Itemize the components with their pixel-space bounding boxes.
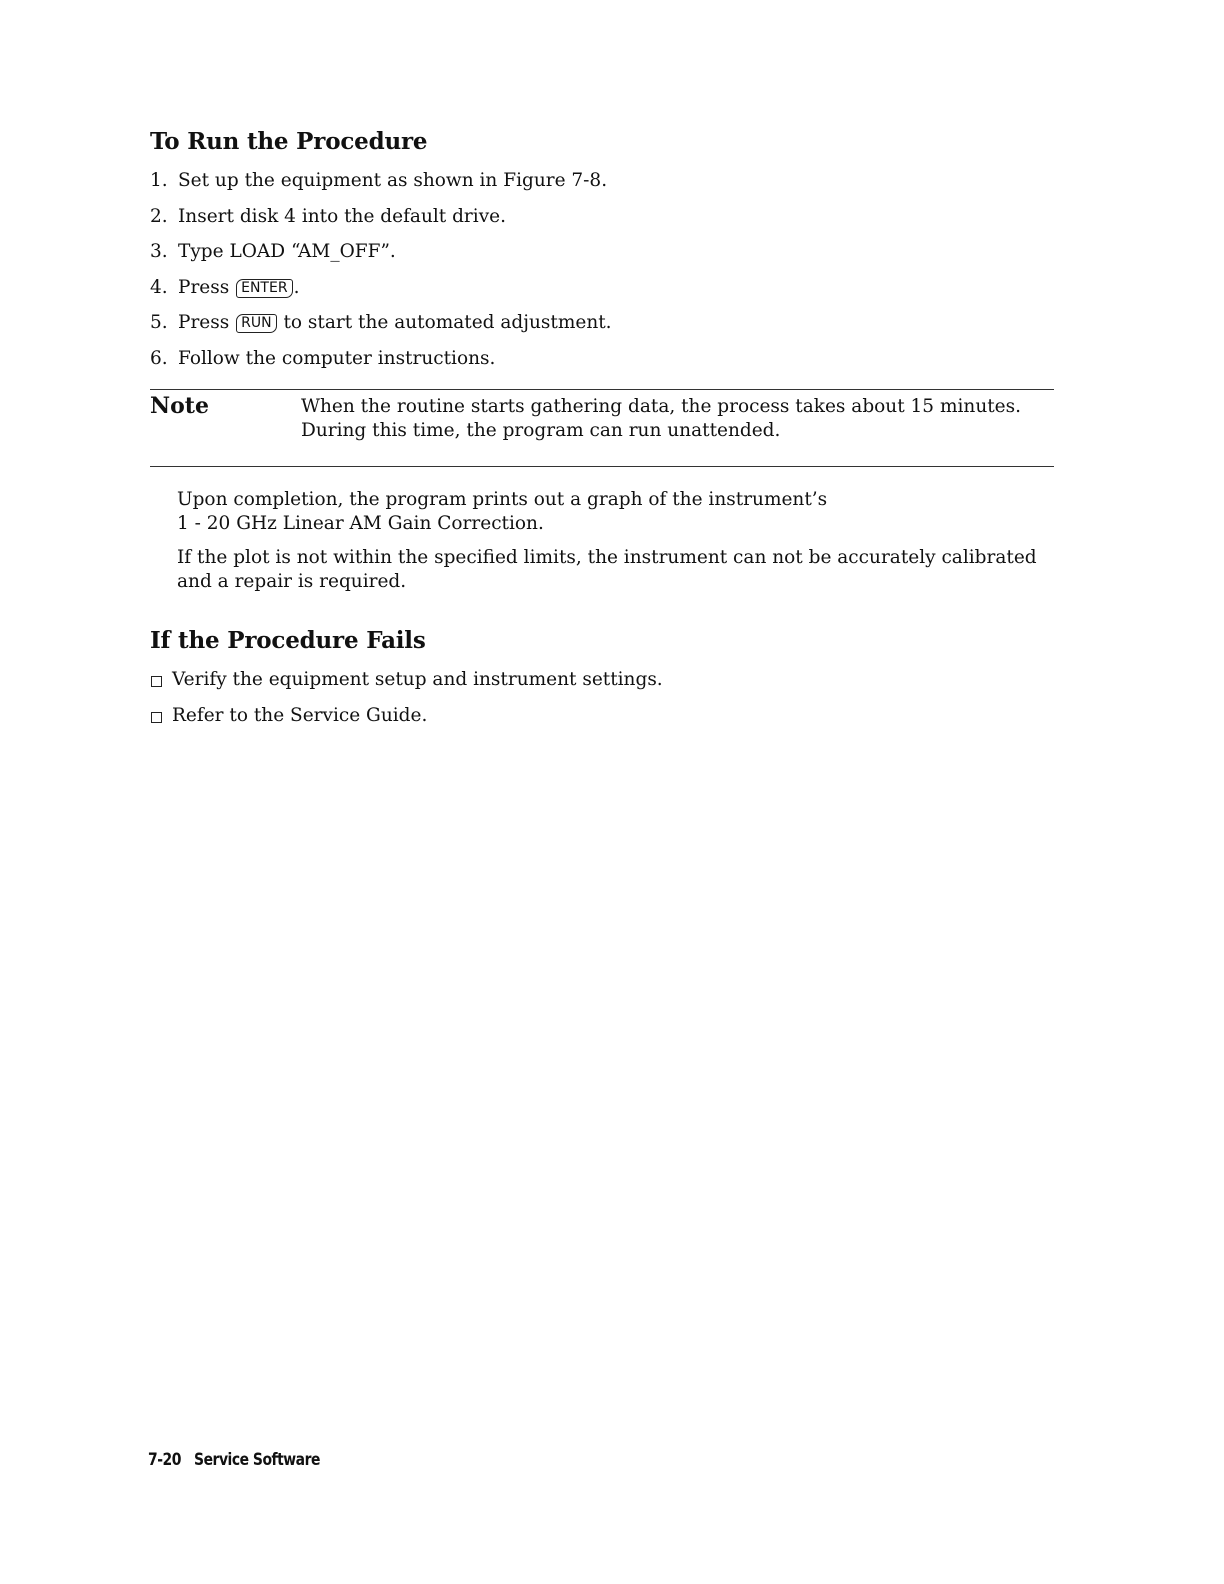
step-text: Type LOAD “AM_OFF”. [178, 241, 396, 263]
step-text-after: . [293, 276, 300, 298]
note-body [301, 395, 1041, 443]
step-number: 2. [150, 205, 168, 227]
note-bottom-divider [150, 466, 1054, 467]
checkbox-icon [151, 676, 162, 687]
step-text [178, 311, 612, 335]
checklist-text: Verify the equipment setup and instrument settings. [172, 669, 663, 690]
note-line: When the routine starts gathering data, the process takes about 15 minutes. [301, 396, 1022, 417]
section-heading-run-procedure: To Run the Procedure [150, 128, 428, 155]
page-footer [148, 1450, 320, 1470]
step-text-before: Press [178, 276, 236, 298]
step-text: Insert disk 4 into the default drive. [178, 205, 506, 227]
checkbox-icon [151, 712, 162, 723]
enter-key-icon: ENTER [236, 279, 292, 298]
footer-section-title: Service Software [194, 1450, 320, 1470]
paragraph-line: 1 - 20 GHz Linear AM Gain Correction. [177, 512, 544, 534]
page-number: 7-20 [148, 1450, 181, 1470]
step-number: 4. [150, 276, 168, 298]
limits-paragraph [177, 546, 1037, 593]
step-text-before: Press [178, 312, 236, 334]
note-top-divider [150, 389, 1054, 390]
note-line: During this time, the program can run unattended. [301, 420, 781, 441]
paragraph-line: Upon completion, the program prints out a graph of the instrument’s [177, 489, 828, 510]
step-text: Set up the equipment as shown in Figure 7-8. [178, 170, 608, 191]
step-text-after: to start the automated adjustment. [277, 312, 612, 334]
run-key-icon: RUN [236, 314, 276, 333]
paragraph-line: If the plot is not within the specified limits, the instrument can not be accurately calibrated [177, 547, 1037, 568]
checklist-text: Refer to the Service Guide. [172, 705, 428, 726]
completion-paragraph [177, 488, 827, 535]
paragraph-line: and a repair is required. [177, 570, 407, 592]
step-number: 6. [150, 347, 168, 369]
note-label: Note [150, 393, 209, 419]
step-number: 3. [150, 241, 168, 263]
section-heading-procedure-fails: If the Procedure Fails [150, 627, 426, 654]
step-text: Follow the computer instructions. [178, 347, 496, 369]
step-number: 5. [150, 312, 168, 334]
step-text [178, 276, 299, 300]
step-number: 1. [150, 170, 168, 191]
